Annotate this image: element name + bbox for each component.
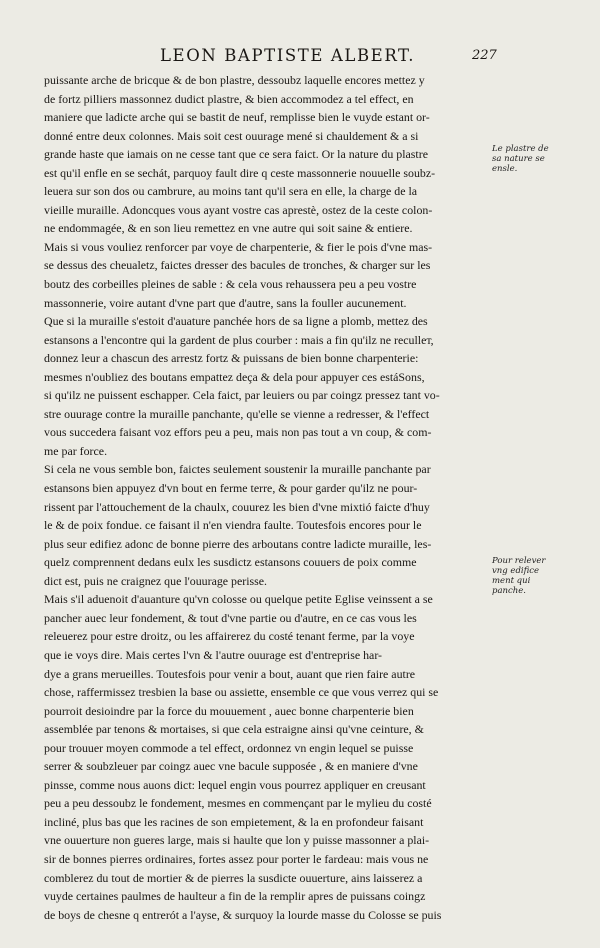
- text-line: pourroit desioindre par la force du mouuement , auec bonne charpenterie bien: [44, 703, 414, 718]
- marginal-note-raising: Pour relever vng edifice ment qui panche.: [492, 556, 546, 596]
- running-head: LEON BAPTISTE ALBERT.: [160, 46, 416, 65]
- text-line: se dessus des cheualetz, faictes dresser des bacules de tronches, & charger sur les: [44, 258, 431, 273]
- text-line: vieille muraille. Adoncques vous ayant vostre cas aprestè, ostez de la ceste colon-: [44, 202, 433, 217]
- text-line: ne endommagée, & en son lieu remettez en vne autre qui soit saine & entiere.: [44, 221, 413, 236]
- text-line: leuera sur son dos ou cambrure, au moins tant qu'il sera en elle, la charge de la: [44, 184, 418, 199]
- text-line: donné entre deux colonnes. Mais soit cest ouurage mené si chauldement & a si: [44, 128, 419, 143]
- text-line: plus seur edifiez adonc de bonne pierre des arboutans contre ladicte muraille, les-: [44, 536, 432, 551]
- text-line: de fortz pilliers massonnez dudict plastre, & bien accommodez a tel effect, en: [44, 91, 414, 106]
- text-line: Mais s'il aduenoit d'auanture qu'vn colosse ou quelque petite Eglise veinssent a se: [44, 592, 433, 607]
- text-line: comblerez du tout de mortier & de pierres la susdicte ouuerture, ains laisserez a: [44, 870, 423, 885]
- text-line: massonnerie, voire autant d'vne part que d'autre, sans la fouller aucunement.: [44, 295, 407, 310]
- text-line: dict est, puis ne craignez que l'ouurage perisse.: [44, 573, 268, 588]
- text-line: estansons a l'encontre qui la gardent de plus courber : mais a fin qu'ilz ne reculleт,: [44, 332, 434, 347]
- text-line: maniere que ladicte arche qui se bastit de neuf, remplisse bien le vuyde estant or-: [44, 110, 430, 125]
- text-line: que ie voys dire. Mais certes l'vn & l'autre ouurage est d'entreprise har-: [44, 647, 383, 662]
- text-line: si qu'ilz ne puissent eschapper. Cela faict, par leuiers ou par coingz pressez tant vo-: [44, 388, 440, 403]
- text-line: stre ouurage contre la muraille panchante, qu'elle se vienne a redresser, & l'effect: [44, 406, 430, 421]
- text-line: grande haste que iamais on ne cesse tant que ce sera faict. Or la nature du plastre: [44, 147, 428, 162]
- text-line: vous succedera faisant voz effors peu a peu, mais non pas tout a vn coup, & com-: [44, 425, 432, 440]
- text-line: sir de bonnes pierres ordinaires, fortes assez pour porter le fardeau: mais vous ne: [44, 851, 429, 866]
- text-line: donnez leur a chascun des arrestz fortz & puissans de bien bonne charpenterie:: [44, 351, 419, 366]
- text-line: quelz comprennent dedans eulx les susdictz estansons couuers de poix comme: [44, 555, 417, 570]
- text-line: Mais si vous vouliez renforcer par voye de charpenterie, & fier le pois d'vne mas-: [44, 239, 433, 254]
- text-line: releuerez pour estre droitz, ou les affairerez du costé tenant ferme, par la voye: [44, 629, 415, 644]
- text-line: est qu'il enfle en se sechát, parquoy fault dire q ceste massonnerie nouuelle soubz-: [44, 165, 436, 180]
- text-line: rissent par l'attouchement de la chaulx, couurez les bien d'vne mixtió faicte d'huy: [44, 499, 430, 514]
- text-line: incliné, plus bas que les racines de son empietement, & la en profondeur faisant: [44, 814, 424, 829]
- marginal-note-plaster: Le plastre de sa nature se ensle.: [492, 144, 549, 174]
- text-line: vuyde certaines paulmes de haulteur a fin de la remplir apres de puissans coingz: [44, 889, 426, 904]
- page-number: 227: [472, 48, 497, 63]
- text-line: serrer & soubzleuer par coingz auec vne bacule supposée , & en maniere d'vne: [44, 759, 418, 774]
- text-line: mesmes n'oubliez des boutans empattez deça & dela pour appuyer ces estáSons,: [44, 369, 425, 384]
- body-text: [44, 71, 490, 924]
- text-line: le & de poix fondue. ce faisant il n'en viendra faulte. Toutesfois encores pour le: [44, 518, 422, 533]
- text-line: peu a peu dessoubz le fondement, mesmes en commençant par le mylieu du costé: [44, 796, 432, 811]
- text-line: pancher auec leur fondement, & tout d'vne partie ou d'autre, en ce cas vous les: [44, 610, 417, 625]
- text-line: boutz des corbeilles pleines de sable : & cela vous rehaussera peu a peu vostre: [44, 277, 417, 292]
- page-header: [0, 46, 600, 68]
- text-line: estansons bien appuyez d'vn bout en ferme terre, & pour garder qu'ilz ne pour-: [44, 481, 418, 496]
- text-line: chose, raffermissez tresbien la base ou assiette, ensemble ce que vous verrez qui se: [44, 685, 439, 700]
- text-line: vne ouuerture non gueres large, mais si haulte que lon y puisse massonner a plai-: [44, 833, 430, 848]
- text-line: me par force.: [44, 443, 108, 458]
- text-line: assemblée par tenons & mortaises, si que cela estraigne ainsi qu'vne ceinture, &: [44, 722, 424, 737]
- text-line: puissante arche de bricque & de bon plastre, dessoubz laquelle encores mettez y: [44, 73, 425, 87]
- text-line: Si cela ne vous semble bon, faictes seulement soustenir la muraille panchante par: [44, 462, 431, 477]
- text-line: pour trouuer moyen commode a tel effect, ordonnez vn engin lequel se puisse: [44, 740, 414, 755]
- text-line: dye a grans merueilles. Toutesfois pour venir a bout, auant que rien faire autre: [44, 666, 416, 681]
- text-line: pinsse, comme nous auons dict: lequel engin vous pourrez appliquer en creusant: [44, 777, 426, 792]
- text-line: de boys de chesne q entrerót a l'ayse, & surquoy la lourde masse du Colosse se puis: [44, 907, 442, 922]
- text-line: Que si la muraille s'estoit d'auature panchée hors de sa ligne a plomb, mettez des: [44, 314, 428, 329]
